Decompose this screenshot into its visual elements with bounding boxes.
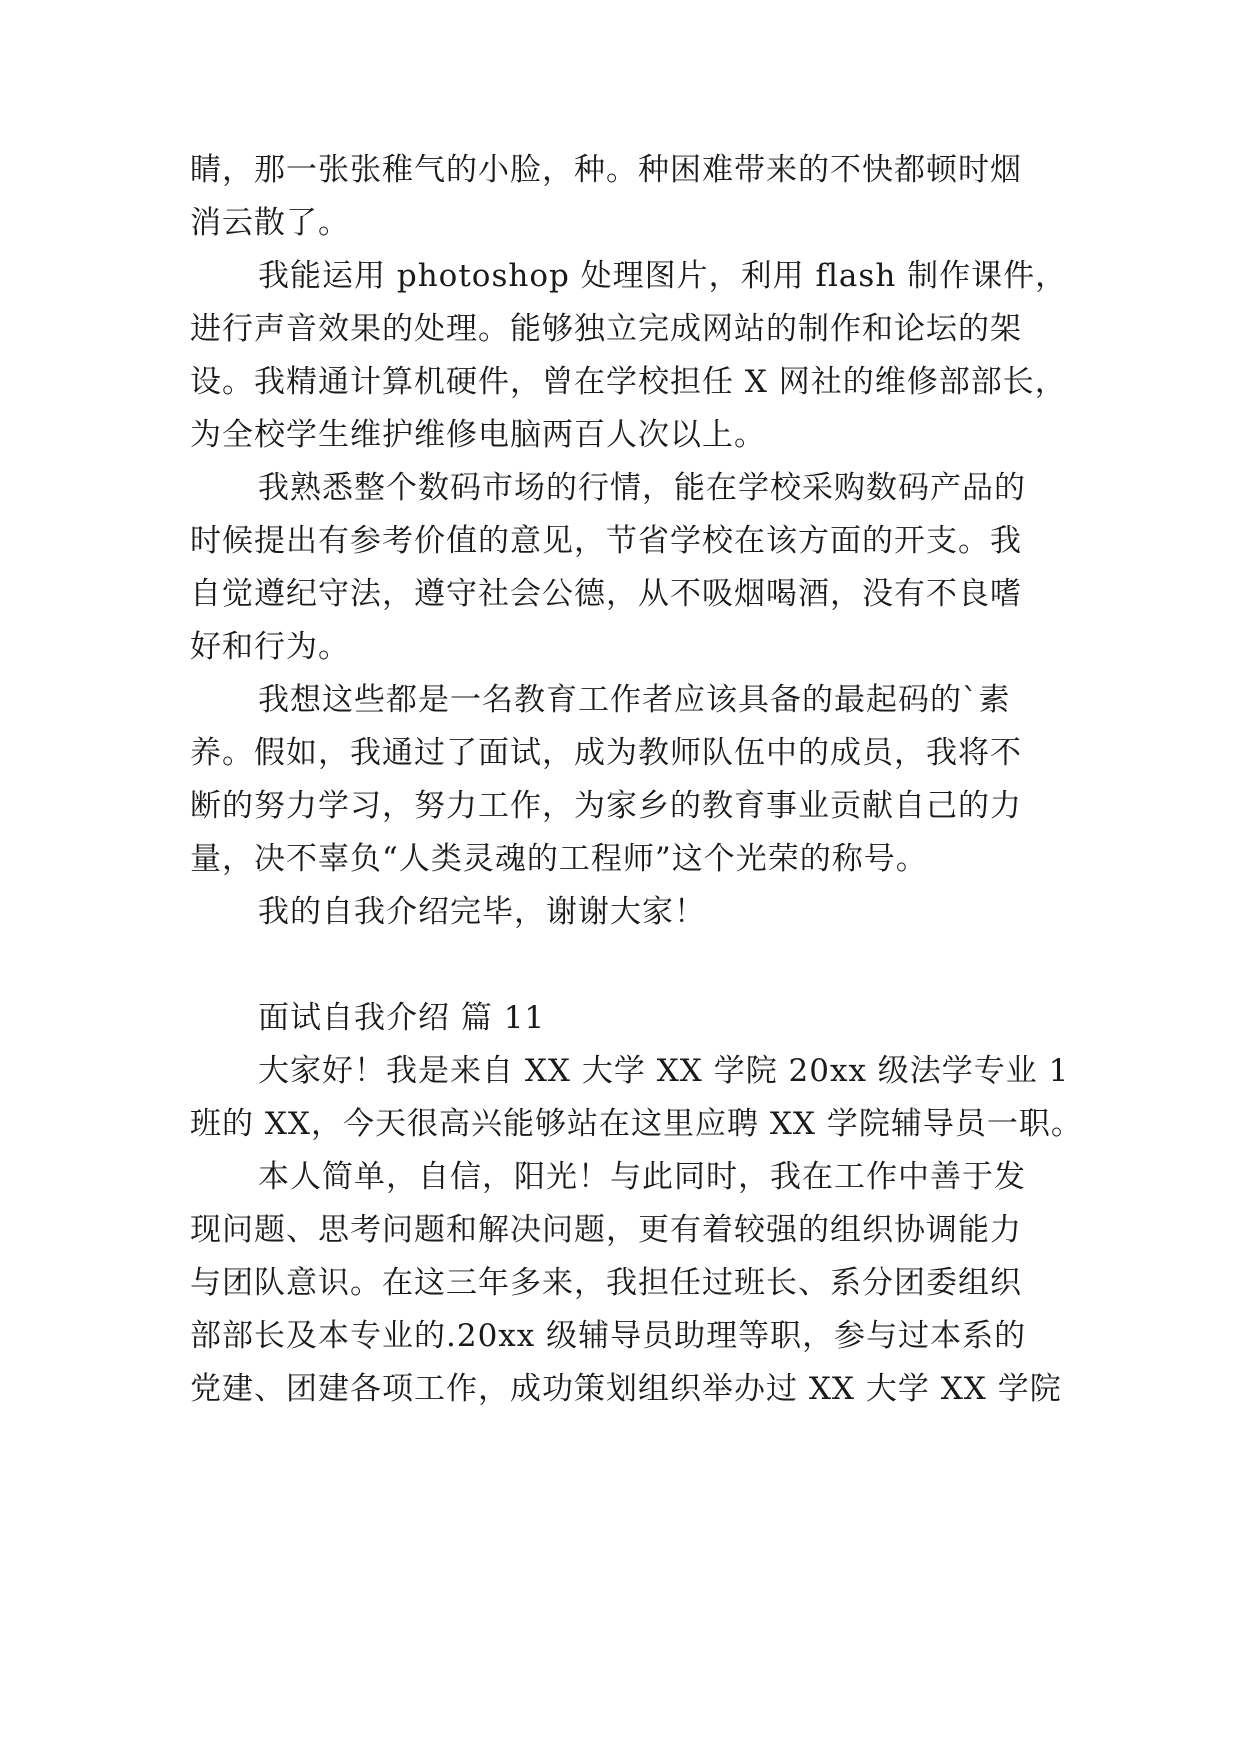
paragraph-start: 我能运用 photoshop 处理图片，利用 flash 制作课件， [258, 258, 1068, 294]
paragraph-start: 本人简单，自信，阳光！与此同时，我在工作中善于发 [258, 1159, 1026, 1195]
text-line: 时候提出有参考价值的意见，节省学校在该方面的开支。我 [190, 523, 1022, 559]
paragraph-start: 我想这些都是一名教育工作者应该具备的最起码的`素 [258, 682, 1011, 718]
text-line: 设。我精通计算机硬件，曾在学校担任 X 网社的维修部部长， [190, 364, 1067, 400]
paragraph-start: 大家好！我是来自 XX 大学 XX 学院 20xx 级法学专业 1 [258, 1053, 1070, 1089]
text-line: 进行声音效果的处理。能够独立完成网站的制作和论坛的架 [190, 311, 1022, 347]
text-line: 班的 XX，今天很高兴能够站在这里应聘 XX 学院辅导员一职。 [190, 1106, 1083, 1142]
text-line: 与团队意识。在这三年多来，我担任过班长、系分团委组织 [190, 1265, 1022, 1301]
text-line: 党建、团建各项工作，成功策划组织举办过 XX 大学 XX 学院 [190, 1371, 1062, 1407]
text-line: 好和行为。 [190, 629, 350, 665]
text-line: 自觉遵纪守法，遵守社会公德，从不吸烟喝酒，没有不良嗜 [190, 576, 1022, 612]
text-line: 睛，那一张张稚气的小脸，种。种困难带来的不快都顿时烟 [190, 152, 1022, 188]
paragraph-start: 我的自我介绍完毕，谢谢大家！ [258, 894, 706, 930]
text-line: 断的努力学习，努力工作，为家乡的教育事业贡献自己的力 [190, 788, 1022, 824]
text-line: 消云散了。 [190, 205, 350, 241]
text-line: 部部长及本专业的.20xx 级辅导员助理等职，参与过本系的 [190, 1318, 1027, 1354]
section-heading: 面试自我介绍 篇 11 [258, 1000, 546, 1036]
text-line: 养。假如，我通过了面试，成为教师队伍中的成员，我将不 [190, 735, 1022, 771]
text-line: 为全校学生维护维修电脑两百人次以上。 [190, 417, 766, 453]
text-line: 量，决不辜负“人类灵魂的工程师”这个光荣的称号。 [190, 841, 928, 877]
text-line: 现问题、思考问题和解决问题，更有着较强的组织协调能力 [190, 1212, 1022, 1248]
paragraph-start: 我熟悉整个数码市场的行情，能在学校采购数码产品的 [258, 470, 1026, 506]
